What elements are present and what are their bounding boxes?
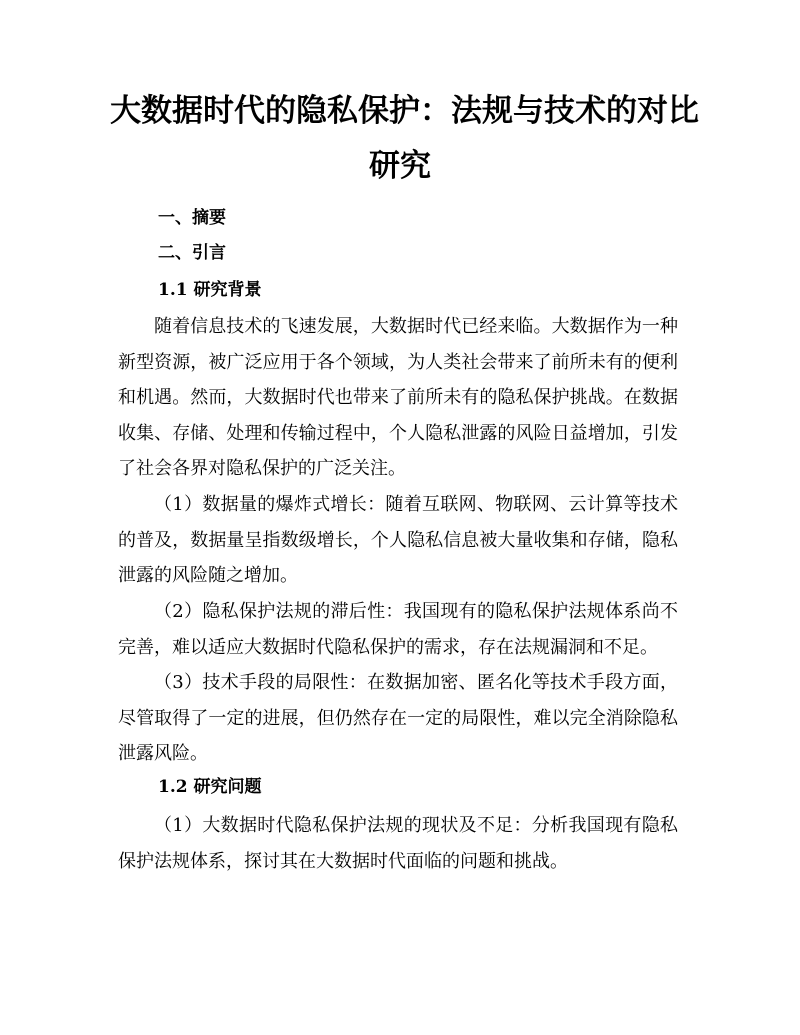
paragraph-item-2: （2）隐私保护法规的滞后性：我国现有的隐私保护法规体系尚不完善，难以适应大数据时代隐私保护的需求，存在法规漏洞和不足。 — [118, 601, 678, 658]
document-title-line-1: 大数据时代的隐私保护：法规与技术的对比 — [110, 93, 699, 129]
subsection-heading-background: 1.1 研究背景 — [158, 280, 262, 300]
subsection-heading-questions: 1.2 研究问题 — [158, 777, 262, 797]
section-heading-introduction: 二、引言 — [158, 243, 226, 263]
section-heading-abstract: 一、摘要 — [158, 208, 226, 228]
paragraph-question-1: （1）大数据时代隐私保护法规的现状及不足：分析我国现有隐私保护法规体系，探讨其在大数据时代面临的问题和挑战。 — [118, 815, 678, 872]
paragraph-background: 随着信息技术的飞速发展，大数据时代已经来临。大数据作为一种新型资源，被广泛应用于各个领域，为人类社会带来了前所未有的便利和机遇。然而，大数据时代也带来了前所未有的隐私保护挑战。在数据收集、存储、处理和传输过程中，个人隐私泄露的风险日益增加，引发了社会各界对隐私保护的广泛关注。 — [118, 316, 678, 480]
paragraph-item-3: （3）技术手段的局限性：在数据加密、匿名化等技术手段方面，尽管取得了一定的进展，但仍然存在一定的局限性，难以完全消除隐私泄露风险。 — [118, 672, 678, 765]
document-title-line-2: 研究 — [369, 148, 431, 184]
paragraph-item-1: （1）数据量的爆炸式增长：随着互联网、物联网、云计算等技术的普及，数据量呈指数级增长，个人隐私信息被大量收集和存储，隐私泄露的风险随之增加。 — [118, 494, 678, 587]
